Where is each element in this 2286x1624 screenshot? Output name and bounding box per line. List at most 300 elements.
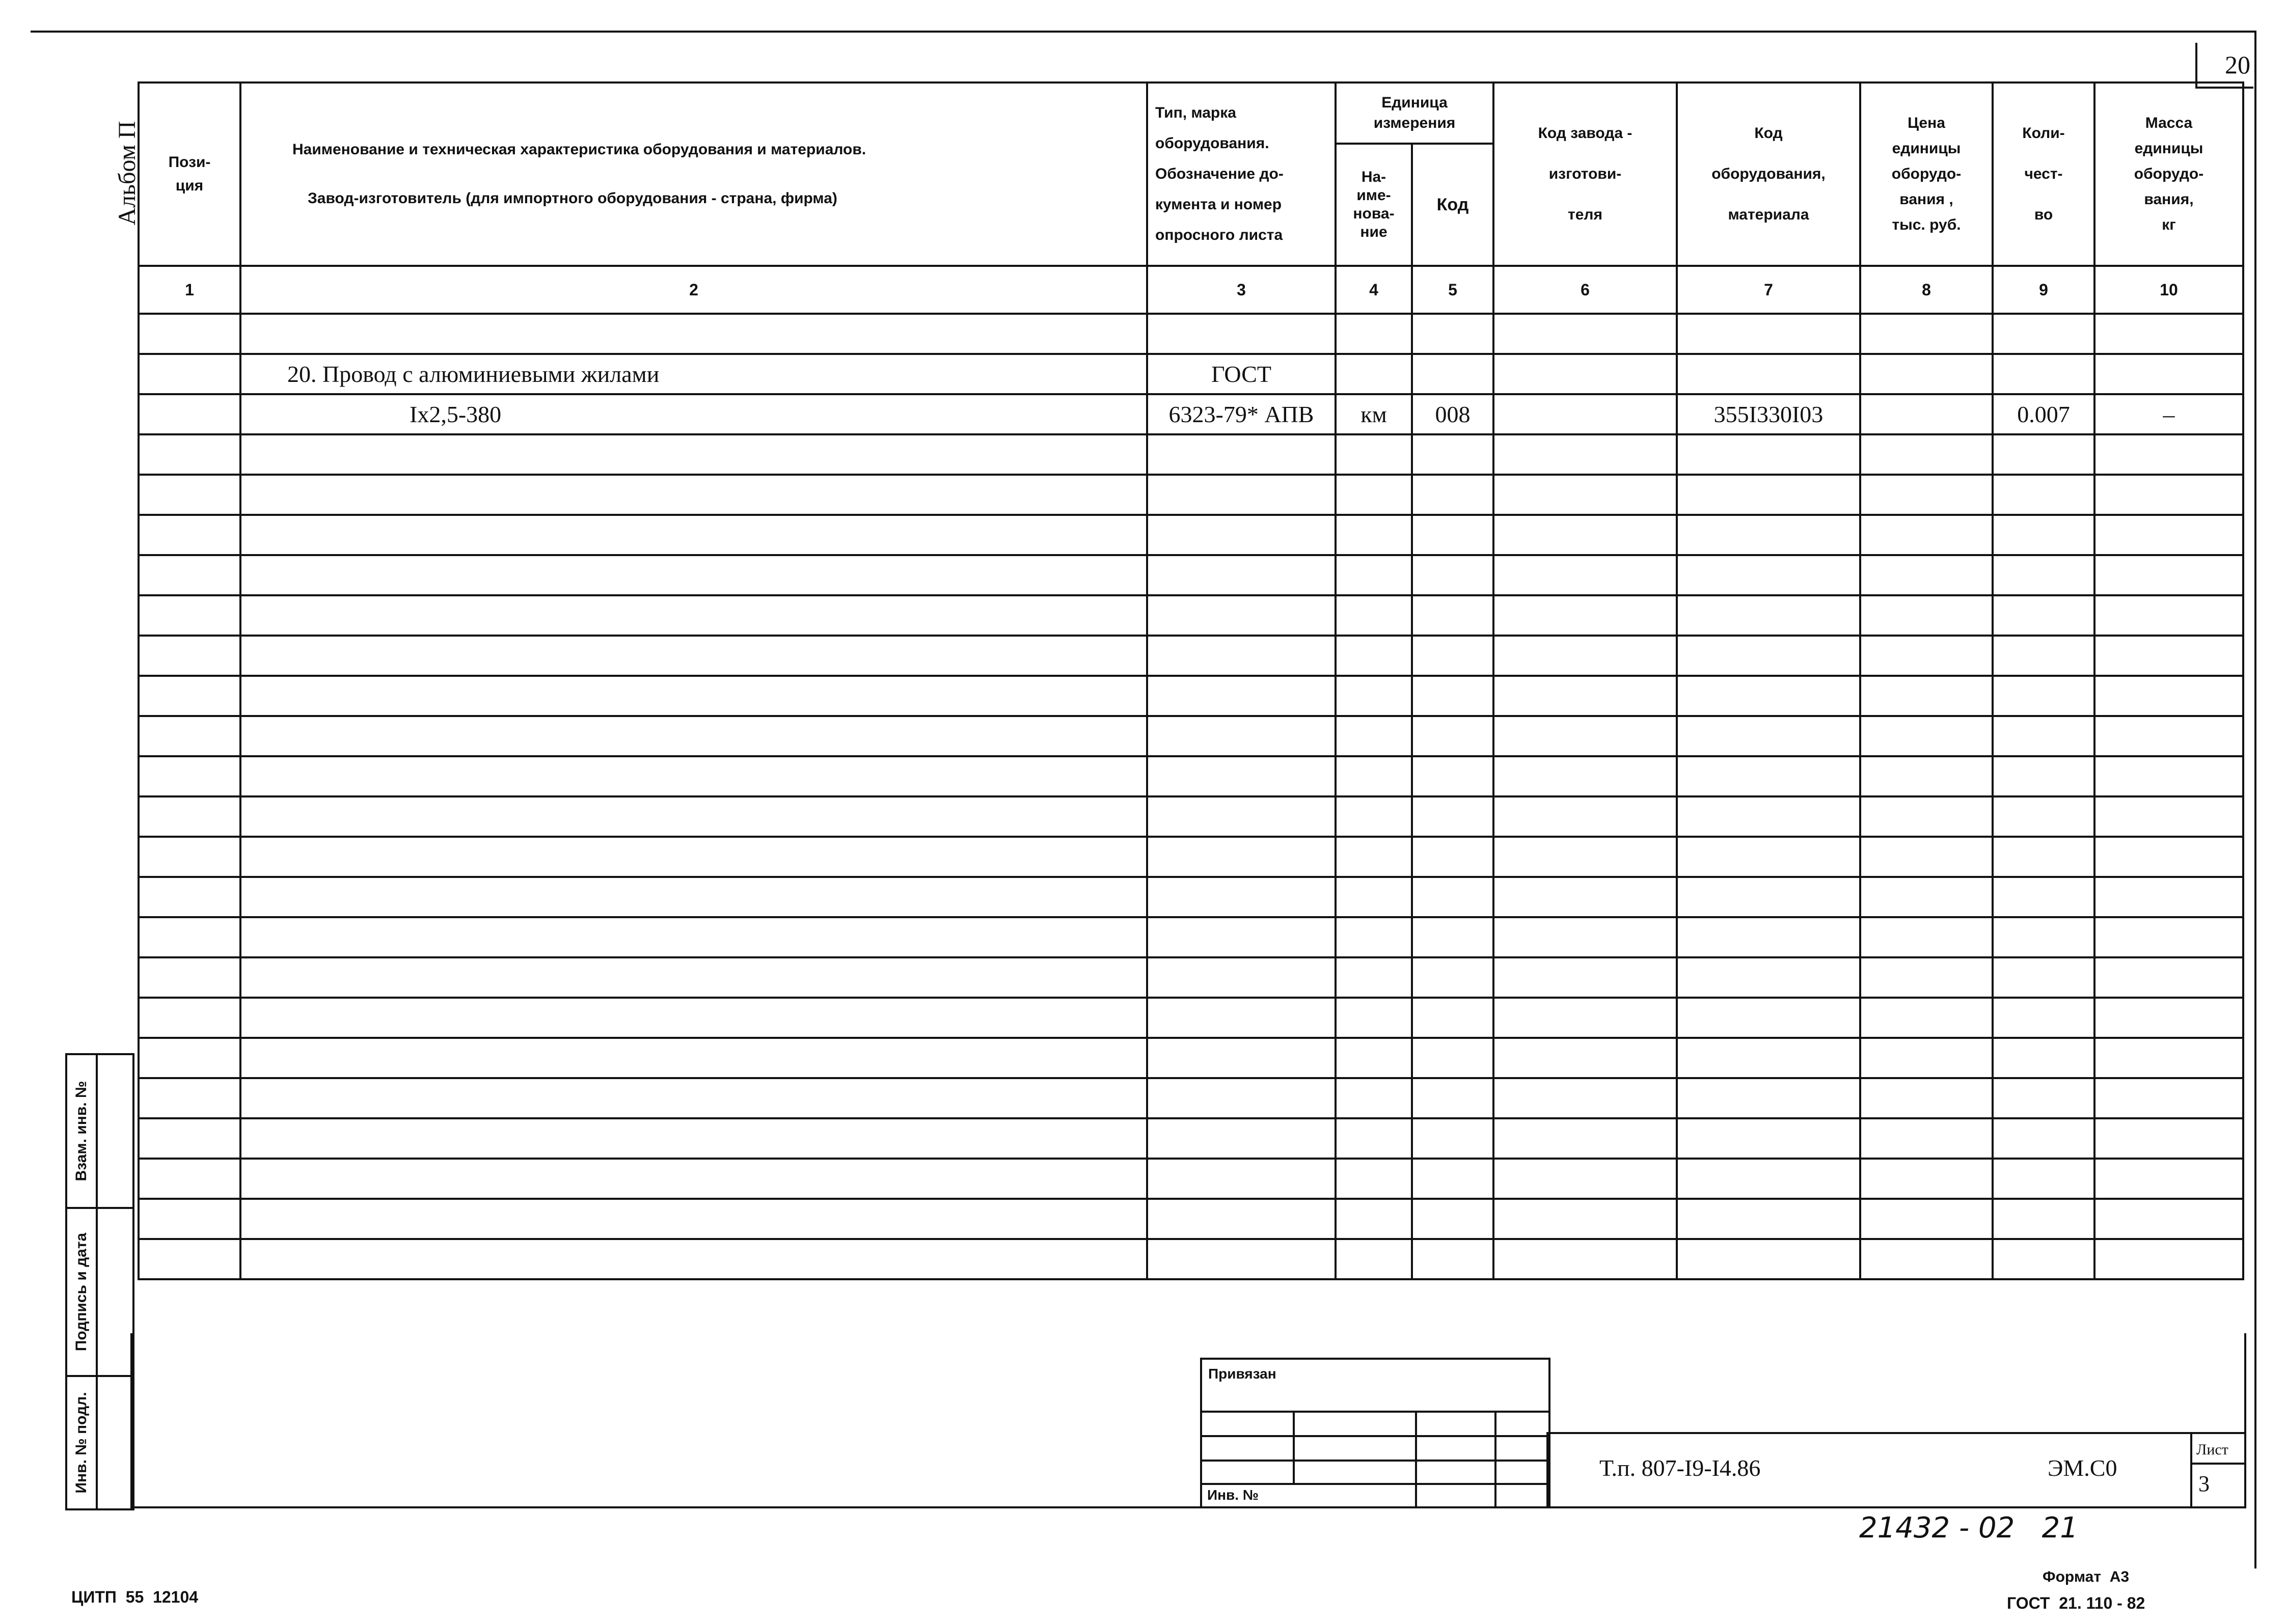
table-cell-6 [1493, 314, 1677, 354]
table-cell-7 [1677, 716, 1860, 756]
table-cell-6 [1493, 998, 1677, 1038]
table-cell-8 [1860, 877, 1993, 917]
page-corner-number: 20 [2225, 50, 2250, 79]
table-cell-2 [240, 1078, 1147, 1118]
header-type: Тип, марка оборудования. Обозначение до- кумента и номер опросного листа [1147, 82, 1336, 266]
table-cell-10 [2094, 475, 2243, 515]
header-price: Цена единицы оборудо- вания , тыс. руб. [1860, 82, 1993, 266]
table-row [139, 394, 2243, 434]
table-cell-1 [139, 1038, 240, 1078]
table-cell-8 [1860, 1239, 1993, 1279]
table-cell-3 [1147, 1199, 1336, 1239]
header-unit-group: Единица измерения [1336, 82, 1493, 144]
table-body [139, 314, 2243, 1279]
table-cell-1 [139, 434, 240, 475]
header-unit-name: На- име- нова- ние [1336, 144, 1412, 266]
table-cell-7 [1677, 595, 1860, 636]
column-number: 10 [2094, 266, 2243, 314]
table-cell-5 [1412, 716, 1493, 756]
table-cell-4 [1336, 314, 1412, 354]
table-row [139, 1078, 2243, 1118]
table-cell-2 [240, 756, 1147, 796]
table-cell-7 [1677, 1239, 1860, 1279]
table-cell-8 [1860, 636, 1993, 676]
header-name [240, 82, 1147, 266]
table-cell-3 [1147, 434, 1336, 475]
table-cell-7 [1677, 636, 1860, 676]
table-cell-2 [240, 1118, 1147, 1159]
table-row [139, 837, 2243, 877]
table-cell-7 [1677, 756, 1860, 796]
column-number-row [139, 266, 2243, 314]
column-number: 1 [139, 266, 240, 314]
table-cell-9 [1993, 837, 2094, 877]
table-cell-6 [1493, 394, 1677, 434]
header-maker-code: Код завода - изготови- теля [1493, 82, 1677, 266]
table-cell-7 [1677, 837, 1860, 877]
table-cell-9 [1993, 595, 2094, 636]
table-cell-10 [2094, 515, 2243, 555]
table-cell-5 [1412, 1078, 1493, 1118]
table-cell-10 [2094, 998, 2243, 1038]
table-cell-5 [1412, 475, 1493, 515]
header-position: Пози- ция [139, 82, 240, 266]
table-cell-10 [2094, 354, 2243, 394]
table-cell-7 [1677, 1159, 1860, 1199]
table-cell-1 [139, 917, 240, 957]
table-cell-5 [1412, 756, 1493, 796]
table-cell-1 [139, 1118, 240, 1159]
table-cell-6 [1493, 434, 1677, 475]
column-number: 2 [240, 266, 1147, 314]
table-cell-9 [1993, 716, 2094, 756]
table-cell-4 [1336, 475, 1412, 515]
table-cell-3 [1147, 1038, 1336, 1078]
table-cell-2 [240, 1239, 1147, 1279]
header-name-line1: Наименование и техническая характеристика оборудования и материалов. [292, 141, 866, 158]
table-cell-4 [1336, 877, 1412, 917]
table-cell-5 [1412, 555, 1493, 595]
table-row [139, 555, 2243, 595]
table-cell-2 [240, 917, 1147, 957]
table-cell-1 [139, 394, 240, 434]
table-cell-3: 6323-79* АПВ [1147, 394, 1336, 434]
table-cell-3 [1147, 756, 1336, 796]
table-cell-10 [2094, 877, 2243, 917]
table-cell-9: 0.007 [1993, 394, 2094, 434]
table-cell-3 [1147, 998, 1336, 1038]
table-cell-1 [139, 515, 240, 555]
table-cell-3 [1147, 555, 1336, 595]
table-cell-4 [1336, 1038, 1412, 1078]
table-cell-8 [1860, 837, 1993, 877]
table-cell-6 [1493, 917, 1677, 957]
table-cell-1 [139, 555, 240, 595]
table-row [139, 314, 2243, 354]
table-cell-8 [1860, 595, 1993, 636]
table-cell-2 [240, 555, 1147, 595]
table-cell-7 [1677, 1078, 1860, 1118]
table-row [139, 475, 2243, 515]
table-cell-9 [1993, 917, 2094, 957]
table-cell-3 [1147, 636, 1336, 676]
table-cell-8 [1860, 314, 1993, 354]
table-cell-10: – [2094, 394, 2243, 434]
column-number: 7 [1677, 266, 1860, 314]
table-cell-2 [240, 595, 1147, 636]
table-cell-5 [1412, 837, 1493, 877]
table-cell-2 [240, 434, 1147, 475]
column-number: 3 [1147, 266, 1336, 314]
table-cell-8 [1860, 756, 1993, 796]
table-cell-2 [240, 877, 1147, 917]
table-cell-4 [1336, 676, 1412, 716]
table-row [139, 595, 2243, 636]
table-cell-1 [139, 756, 240, 796]
privyazan-stamp [1200, 1358, 1550, 1507]
table-cell-5 [1412, 1159, 1493, 1199]
table-cell-5: 008 [1412, 394, 1493, 434]
table-cell-10 [2094, 555, 2243, 595]
table-cell-2 [240, 1199, 1147, 1239]
table-cell-10 [2094, 1038, 2243, 1078]
table-cell-2 [240, 676, 1147, 716]
table-cell-4 [1336, 1118, 1412, 1159]
frame-top-line [31, 31, 2256, 33]
table-cell-8 [1860, 434, 1993, 475]
table-cell-10 [2094, 434, 2243, 475]
table-cell-4 [1336, 796, 1412, 837]
table-row [139, 998, 2243, 1038]
bottom-left-code: ЦИТП 55 12104 [71, 1588, 199, 1606]
table-cell-10 [2094, 716, 2243, 756]
table-cell-5 [1412, 877, 1493, 917]
table-cell-4 [1336, 434, 1412, 475]
table-cell-9 [1993, 475, 2094, 515]
table-cell-1 [139, 1159, 240, 1199]
table-cell-7 [1677, 314, 1860, 354]
table-cell-8 [1860, 515, 1993, 555]
table-cell-9 [1993, 998, 2094, 1038]
sheet-label: Лист [2196, 1441, 2228, 1458]
table-cell-8 [1860, 716, 1993, 756]
table-cell-7 [1677, 475, 1860, 515]
table-cell-7 [1677, 796, 1860, 837]
table-cell-3 [1147, 515, 1336, 555]
table-cell-6 [1493, 877, 1677, 917]
table-cell-10 [2094, 636, 2243, 676]
table-cell-9 [1993, 354, 2094, 394]
table-cell-2 [240, 716, 1147, 756]
table-row [139, 676, 2243, 716]
table-cell-10 [2094, 595, 2243, 636]
table-cell-1 [139, 877, 240, 917]
table-cell-3 [1147, 595, 1336, 636]
table-cell-9 [1993, 314, 2094, 354]
table-cell-2 [240, 515, 1147, 555]
table-cell-5 [1412, 314, 1493, 354]
table-cell-7 [1677, 555, 1860, 595]
table-row [139, 354, 2243, 394]
table-cell-5 [1412, 1239, 1493, 1279]
table-cell-6 [1493, 1038, 1677, 1078]
side-stamp [65, 1053, 134, 1510]
table-cell-10 [2094, 917, 2243, 957]
vzam-inv-label: Взам. инв. № [73, 1081, 90, 1181]
table-cell-6 [1493, 1199, 1677, 1239]
table-cell-5 [1412, 515, 1493, 555]
table-row [139, 1199, 2243, 1239]
table-cell-3 [1147, 1239, 1336, 1279]
table-row [139, 1159, 2243, 1199]
table-cell-6 [1493, 1118, 1677, 1159]
table-cell-9 [1993, 877, 2094, 917]
table-cell-5 [1412, 1199, 1493, 1239]
table-cell-1 [139, 1199, 240, 1239]
table-cell-1 [139, 957, 240, 998]
table-row [139, 957, 2243, 998]
table-cell-5 [1412, 998, 1493, 1038]
table-cell-7 [1677, 1118, 1860, 1159]
table-cell-6 [1493, 515, 1677, 555]
table-row [139, 1118, 2243, 1159]
table-cell-7 [1677, 917, 1860, 957]
table-cell-1 [139, 796, 240, 837]
table-cell-2 [240, 1159, 1147, 1199]
table-cell-2 [240, 475, 1147, 515]
table-cell-3: ГОСТ [1147, 354, 1336, 394]
table-cell-2 [240, 314, 1147, 354]
table-cell-6 [1493, 1239, 1677, 1279]
table-cell-2 [240, 1038, 1147, 1078]
table-cell-5 [1412, 957, 1493, 998]
table-row [139, 434, 2243, 475]
header-equipment-code: Код оборудования, материала [1677, 82, 1860, 266]
table-cell-10 [2094, 676, 2243, 716]
table-cell-9 [1993, 515, 2094, 555]
table-row [139, 917, 2243, 957]
table-cell-9 [1993, 434, 2094, 475]
table-cell-6 [1493, 796, 1677, 837]
table-cell-2: 20. Провод с алюминиевыми жилами [240, 354, 1147, 394]
table-cell-4 [1336, 354, 1412, 394]
sheet-number: 3 [2198, 1471, 2210, 1496]
table-row [139, 636, 2243, 676]
header-name-line2: Завод-изготовитель (для импортного оборудования - страна, фирма) [308, 190, 837, 207]
title-block [1546, 1432, 2244, 1508]
table-cell-8 [1860, 1118, 1993, 1159]
table-cell-4 [1336, 1078, 1412, 1118]
specification-table [138, 81, 2244, 1280]
table-cell-1 [139, 636, 240, 676]
table-cell-8 [1860, 957, 1993, 998]
table-cell-4 [1336, 837, 1412, 877]
table-cell-1 [139, 998, 240, 1038]
table-cell-7 [1677, 1038, 1860, 1078]
table-cell-7 [1677, 434, 1860, 475]
table-cell-3 [1147, 917, 1336, 957]
table-cell-2 [240, 837, 1147, 877]
table-cell-3 [1147, 1159, 1336, 1199]
table-cell-9 [1993, 1118, 2094, 1159]
table-cell-4 [1336, 1239, 1412, 1279]
table-cell-6 [1493, 957, 1677, 998]
table-cell-7 [1677, 354, 1860, 394]
table-row [139, 515, 2243, 555]
column-number: 8 [1860, 266, 1993, 314]
table-cell-6 [1493, 595, 1677, 636]
table-cell-5 [1412, 676, 1493, 716]
table-cell-9 [1993, 676, 2094, 716]
table-cell-4 [1336, 515, 1412, 555]
table-cell-7 [1677, 515, 1860, 555]
table-row [139, 1239, 2243, 1279]
table-cell-4 [1336, 917, 1412, 957]
gost-label: ГОСТ 21. 110 - 82 [2007, 1594, 2145, 1612]
table-row [139, 1038, 2243, 1078]
table-cell-9 [1993, 1199, 2094, 1239]
table-cell-3 [1147, 1078, 1336, 1118]
table-cell-9 [1993, 1038, 2094, 1078]
table-cell-8 [1860, 1159, 1993, 1199]
table-cell-8 [1860, 998, 1993, 1038]
table-cell-2 [240, 998, 1147, 1038]
table-cell-2 [240, 957, 1147, 998]
table-cell-8 [1860, 1078, 1993, 1118]
table-cell-9 [1993, 1078, 2094, 1118]
table-cell-4 [1336, 1159, 1412, 1199]
table-cell-5 [1412, 595, 1493, 636]
inv-no-label: Инв. № [1207, 1487, 1259, 1503]
table-cell-6 [1493, 475, 1677, 515]
table-cell-8 [1860, 676, 1993, 716]
inv-podl-label: Инв. № подл. [73, 1392, 90, 1494]
table-cell-10 [2094, 1078, 2243, 1118]
table-cell-6 [1493, 354, 1677, 394]
table-cell-6 [1493, 716, 1677, 756]
handwritten-number: 21432 - 02 21 [1859, 1511, 2078, 1545]
column-number: 4 [1336, 266, 1412, 314]
table-cell-4 [1336, 555, 1412, 595]
table-cell-5 [1412, 636, 1493, 676]
table-cell-10 [2094, 1239, 2243, 1279]
table-cell-6 [1493, 636, 1677, 676]
table-cell-9 [1993, 1159, 2094, 1199]
table-cell-4 [1336, 636, 1412, 676]
table-cell-4 [1336, 998, 1412, 1038]
table-cell-6 [1493, 1078, 1677, 1118]
table-cell-2: Iх2,5-380 [240, 394, 1147, 434]
podpis-data-label: Подпись и дата [73, 1232, 90, 1352]
table-cell-6 [1493, 676, 1677, 716]
table-cell-3 [1147, 314, 1336, 354]
table-cell-1 [139, 1239, 240, 1279]
table-cell-7 [1677, 676, 1860, 716]
table-cell-3 [1147, 716, 1336, 756]
table-cell-7 [1677, 877, 1860, 917]
table-cell-1 [139, 314, 240, 354]
table-row [139, 716, 2243, 756]
table-cell-10 [2094, 837, 2243, 877]
column-number: 6 [1493, 266, 1677, 314]
table-cell-10 [2094, 756, 2243, 796]
table-cell-9 [1993, 636, 2094, 676]
table-cell-4 [1336, 957, 1412, 998]
table-cell-9 [1993, 1239, 2094, 1279]
table-cell-9 [1993, 756, 2094, 796]
table-cell-3 [1147, 676, 1336, 716]
table-cell-3 [1147, 475, 1336, 515]
table-cell-5 [1412, 796, 1493, 837]
table-cell-3 [1147, 1118, 1336, 1159]
table-cell-6 [1493, 555, 1677, 595]
header-unit-code: Код [1412, 144, 1493, 266]
table-cell-10 [2094, 957, 2243, 998]
table-cell-8 [1860, 796, 1993, 837]
table-cell-5 [1412, 917, 1493, 957]
table-cell-2 [240, 636, 1147, 676]
table-cell-10 [2094, 796, 2243, 837]
table-cell-1 [139, 837, 240, 877]
column-number: 5 [1412, 266, 1493, 314]
table-cell-10 [2094, 1159, 2243, 1199]
header-quantity: Коли- чест- во [1993, 82, 2094, 266]
table-cell-4: км [1336, 394, 1412, 434]
table-cell-8 [1860, 475, 1993, 515]
table-cell-7 [1677, 1199, 1860, 1239]
header-mass: Масса единицы оборудо- вания, кг [2094, 82, 2243, 266]
table-cell-6 [1493, 837, 1677, 877]
table-cell-9 [1993, 957, 2094, 998]
table-cell-3 [1147, 957, 1336, 998]
table-cell-3 [1147, 877, 1336, 917]
table-row [139, 877, 2243, 917]
album-label: Альбом П [114, 121, 141, 226]
table-cell-10 [2094, 314, 2243, 354]
table-cell-4 [1336, 595, 1412, 636]
table-cell-7 [1677, 957, 1860, 998]
table-cell-8 [1860, 354, 1993, 394]
table-cell-1 [139, 676, 240, 716]
table-cell-10 [2094, 1199, 2243, 1239]
table-cell-2 [240, 796, 1147, 837]
table-cell-6 [1493, 1159, 1677, 1199]
table-cell-1 [139, 716, 240, 756]
table-cell-9 [1993, 796, 2094, 837]
table-cell-1 [139, 354, 240, 394]
table-cell-9 [1993, 555, 2094, 595]
table-cell-1 [139, 595, 240, 636]
table-cell-8 [1860, 555, 1993, 595]
table-cell-8 [1860, 917, 1993, 957]
table-cell-7 [1677, 998, 1860, 1038]
table-cell-8 [1860, 1199, 1993, 1239]
table-cell-6 [1493, 756, 1677, 796]
table-row [139, 756, 2243, 796]
table-cell-5 [1412, 354, 1493, 394]
table-cell-4 [1336, 756, 1412, 796]
table-row [139, 796, 2243, 837]
table-cell-1 [139, 1078, 240, 1118]
table-cell-5 [1412, 1038, 1493, 1078]
table-cell-3 [1147, 837, 1336, 877]
column-number: 9 [1993, 266, 2094, 314]
format-label: Формат А3 [2043, 1568, 2130, 1585]
table-cell-8 [1860, 394, 1993, 434]
table-cell-5 [1412, 1118, 1493, 1159]
frame-right-line [2254, 31, 2256, 1568]
document-mark: ЭМ.С0 [2048, 1455, 2117, 1481]
